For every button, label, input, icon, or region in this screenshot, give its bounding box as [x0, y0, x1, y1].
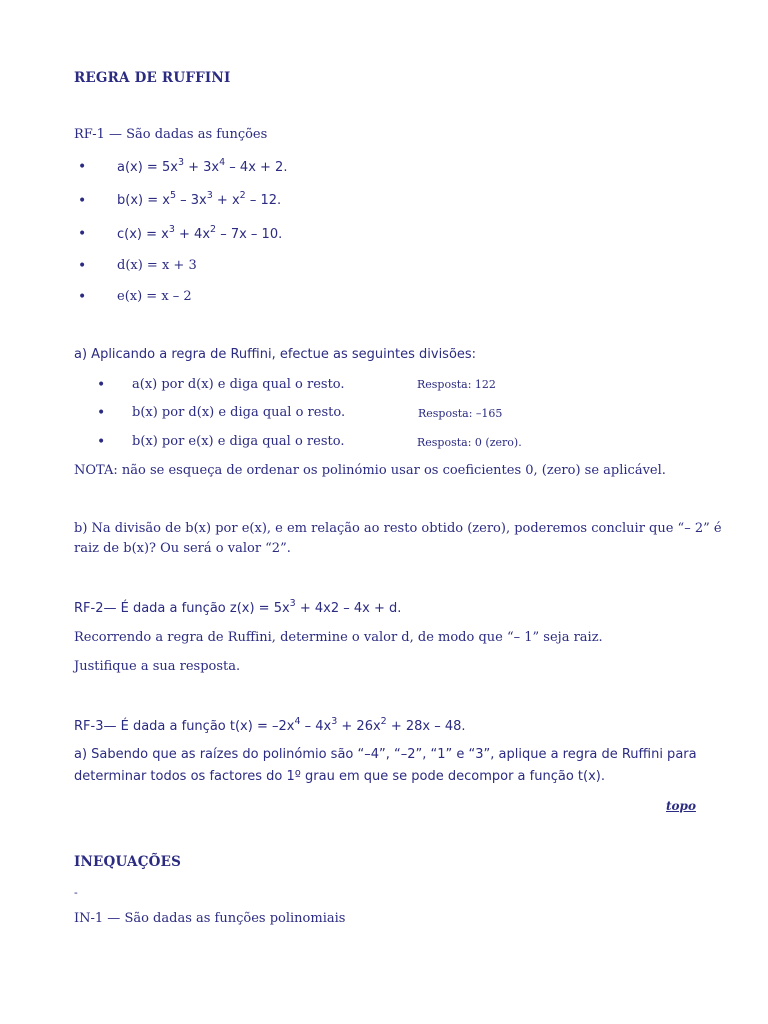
- bullet: •: [78, 193, 87, 209]
- rf2-statement: RF-2— É dada a função $z(x) = 5x^3 + 4x2 - 4x + d$.: [74, 598, 402, 616]
- function-a: $a(x) = 5x^3 + 3x^4 - 4x + 2$.: [117, 157, 288, 175]
- bullet: •: [97, 405, 106, 421]
- division-2: b(x) por d(x) e diga qual o resto.: [132, 405, 346, 420]
- bullet: •: [78, 159, 87, 175]
- answer-2: Resposta: –165: [418, 407, 503, 420]
- bullet: •: [97, 377, 106, 393]
- section-title-inequacoes: INEQUAÇÕES: [74, 854, 182, 870]
- function-c: $c(x) = x^3 + 4x^2 - 7x - 10$.: [117, 224, 283, 242]
- section-title-ruffini: REGRA DE RUFFINI: [74, 70, 231, 86]
- nota: NOTA: não se esqueça de ordenar os polinómio usar os coeficientes 0, (zero) se aplicável.: [74, 463, 666, 478]
- rf1-part-b-line2: raiz de b(x)? Ou será o valor “2”.: [74, 541, 291, 556]
- answer-1: Resposta: 122: [417, 378, 496, 391]
- bullet: •: [78, 289, 87, 305]
- answer-3: Resposta: 0 (zero).: [417, 436, 522, 449]
- rf1-part-a: a) Aplicando a regra de Ruffini, efectue as seguintes divisões:: [74, 347, 477, 362]
- rf1-intro: RF-1 — São dadas as funções: [74, 127, 268, 142]
- rf3-statement: RF-3— É dada a função $t(x) = -2x^4 - 4x^3 + 26x^2 + 28x - 48$.: [74, 716, 466, 734]
- topo-link[interactable]: topo: [666, 799, 696, 813]
- rf3-a-line2: determinar todos os factores do 1º grau em que se pode decompor a função t(x).: [74, 769, 605, 784]
- division-3: b(x) por e(x) e diga qual o resto.: [132, 434, 345, 449]
- function-e: e(x) = x – 2: [117, 289, 192, 304]
- in1-intro: IN-1 — São dadas as funções polinomiais: [74, 911, 346, 926]
- bullet: •: [78, 258, 87, 274]
- bullet: •: [97, 434, 106, 450]
- rf2-line2: Recorrendo a regra de Ruffini, determine o valor d, de modo que “– 1” seja raiz.: [74, 630, 603, 645]
- bullet: •: [78, 226, 87, 242]
- dash-marker: -: [74, 886, 78, 899]
- function-d: d(x) = x + 3: [117, 258, 197, 273]
- rf3-a-line1: a) Sabendo que as raízes do polinómio são “–4”, “–2”, “1” e “3”, aplique a regra de Ruffini para: [74, 747, 697, 762]
- rf2-line3: Justifique a sua resposta.: [74, 659, 241, 674]
- division-1: a(x) por d(x) e diga qual o resto.: [132, 377, 345, 392]
- rf1-part-b-line1: b) Na divisão de b(x) por e(x), e em relação ao resto obtido (zero), poderemos concluir que “– 2” é: [74, 521, 722, 536]
- function-b: $b(x) = x^5 - 3x^3 + x^2 - 12$.: [117, 190, 282, 208]
